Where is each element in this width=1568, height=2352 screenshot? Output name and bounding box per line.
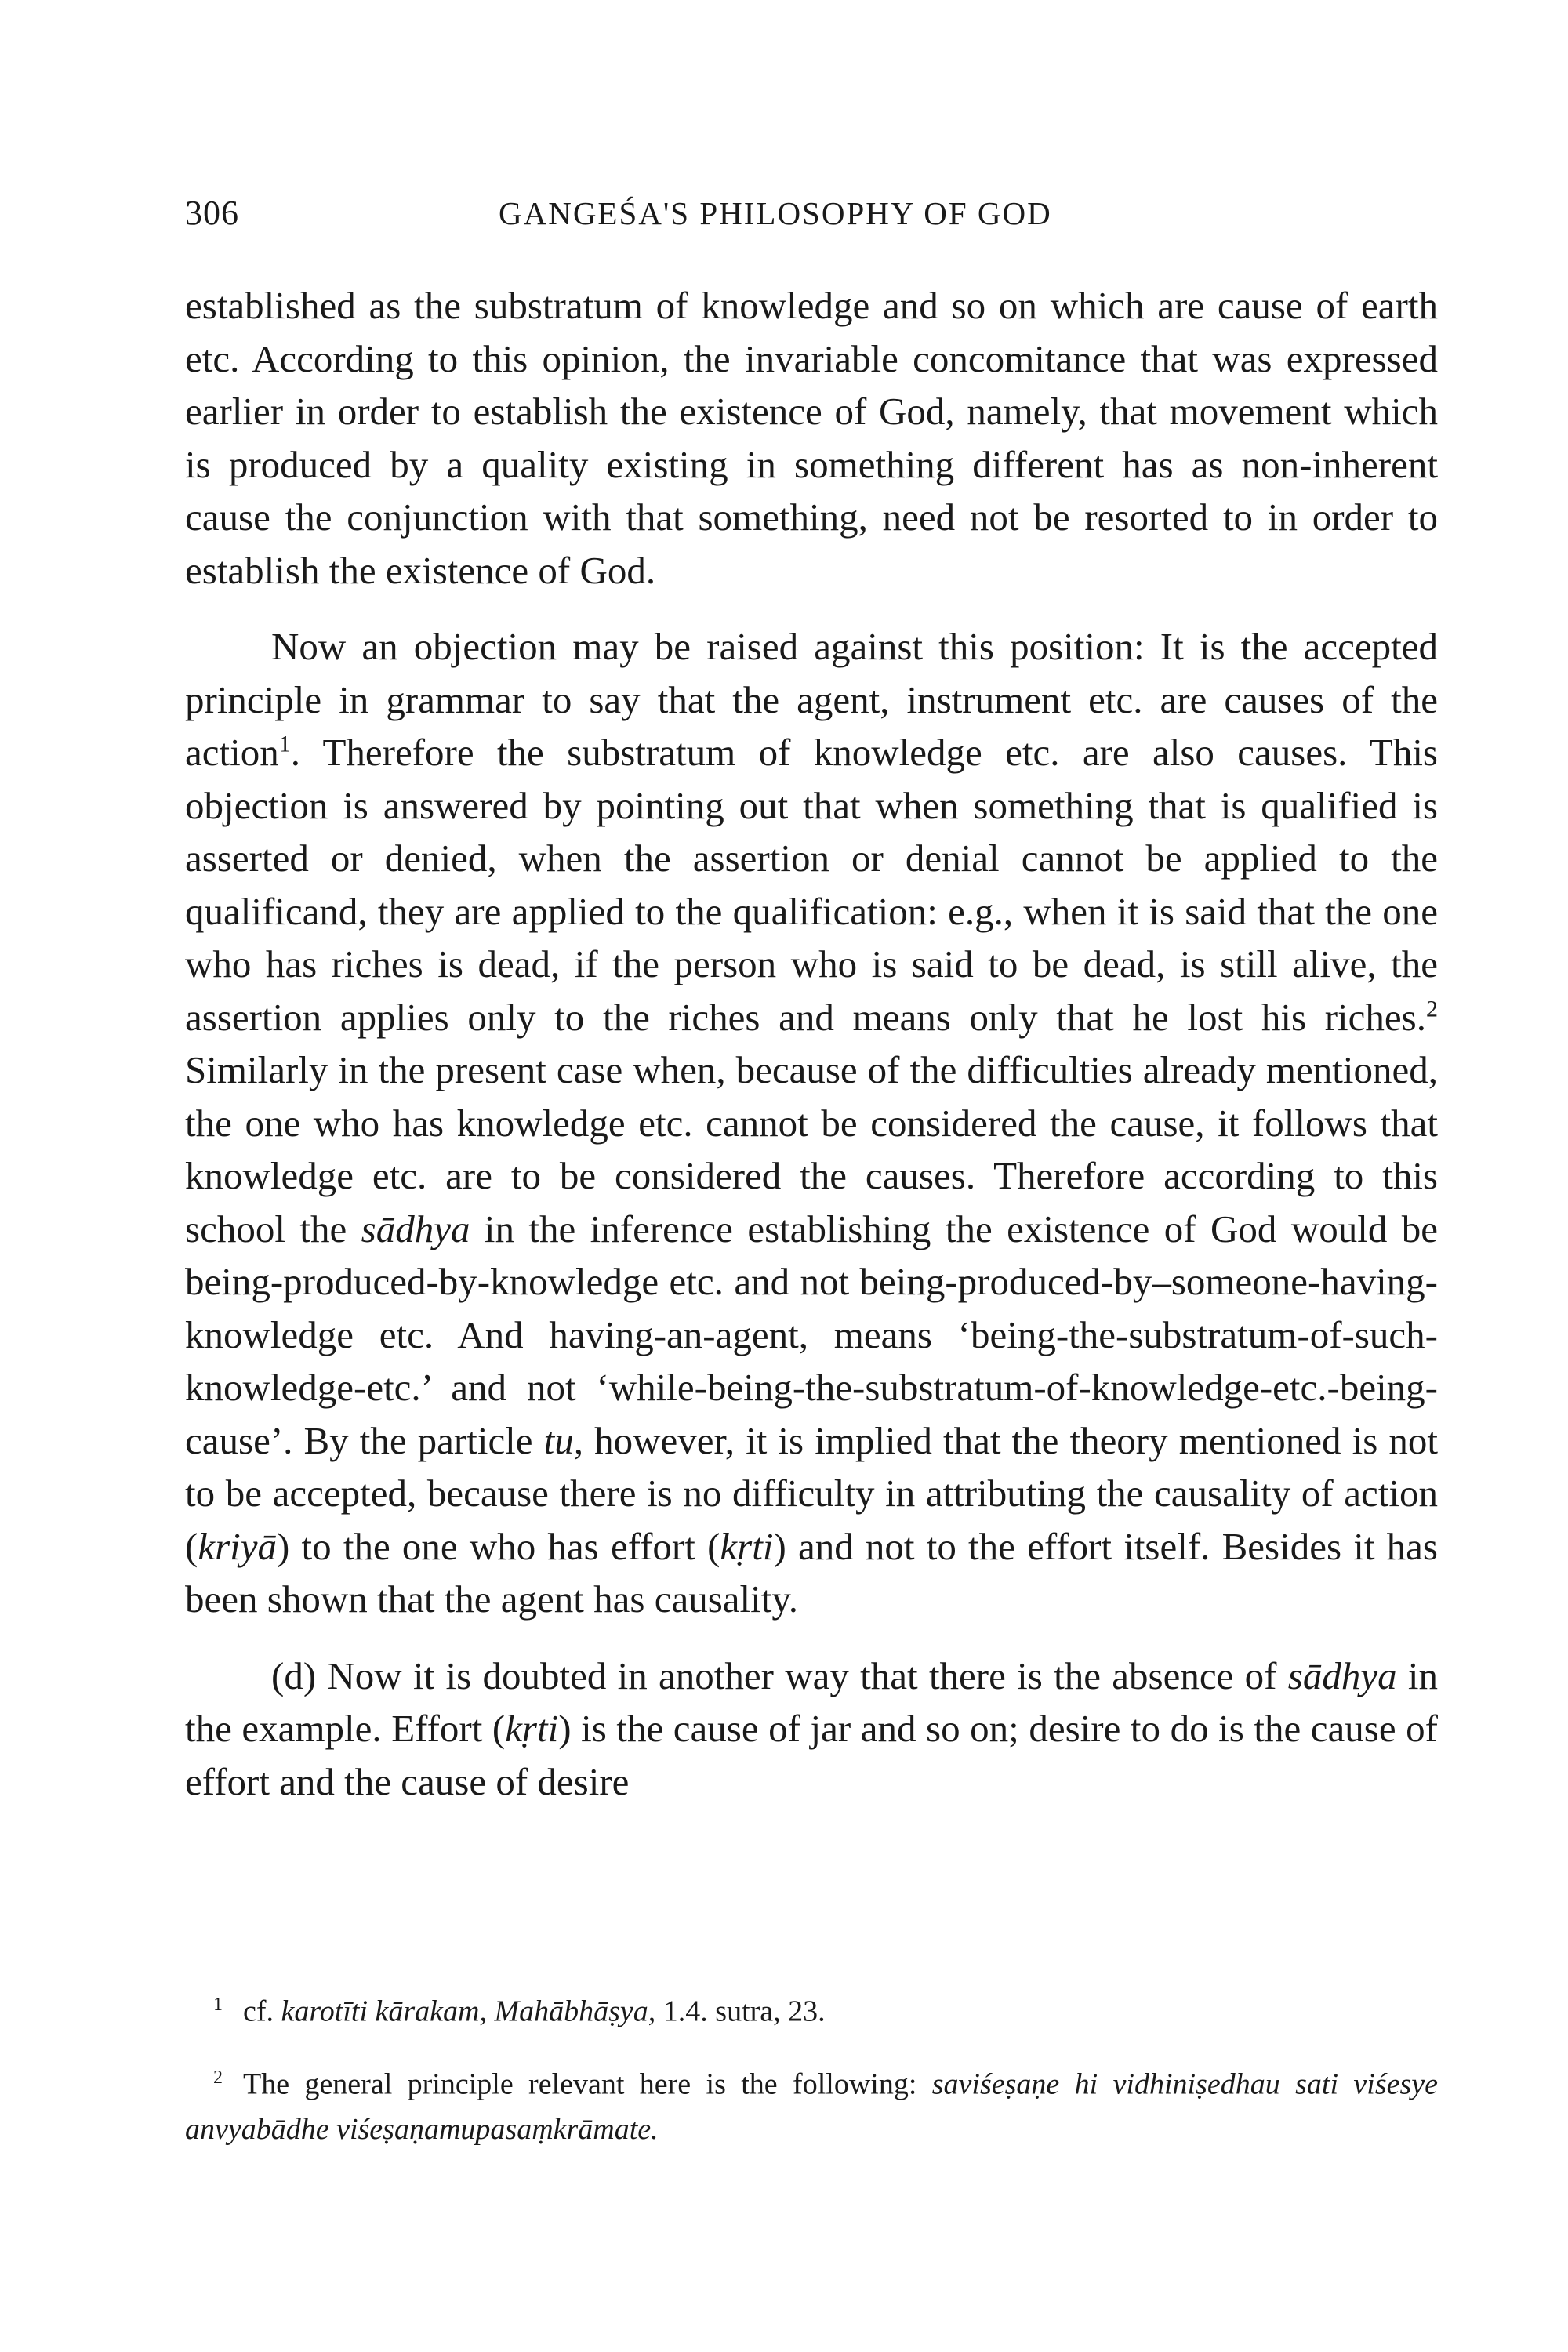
paragraph-2-text-a: Now an objection may be raised against this position: It is the accepted principle in grammar to say that the agent, instrument etc. are causes of the action (185, 625, 1438, 774)
paragraph-2 (185, 620, 1438, 1626)
paragraph-3-text-c: ) is the cause of jar and so on; desire to do is the cause of effort and the cause of desire (185, 1707, 1438, 1803)
footnote-2-pre: The general principle relevant here is the following: (243, 2067, 932, 2101)
footnote-ref-2: 2 (1426, 996, 1438, 1022)
term-krti: kṛti (505, 1707, 559, 1750)
paragraph-2-text-d: in the inference establishing the existence of God would be being-produced-by-knowledge etc. and not being-produced-by–someone-having-knowledge etc. And having-an-agent, means ‘being-the-substratum-of-such-knowledge-etc.’ and not ‘while-being-the-substratum-of-knowledge-etc.-being-cause’. By the particle (185, 1207, 1438, 1462)
footnote-1-post: 1.4. sutra, 23. (655, 1994, 826, 2028)
page-number: 306 (185, 194, 239, 232)
running-title: GANGEŚA'S PHILOSOPHY OF GOD (499, 195, 1052, 231)
term-kriya: kriyā (198, 1524, 278, 1568)
footnote-1-mark: 1 (213, 1994, 223, 2015)
footnote-1-pre: cf. (243, 1994, 281, 2028)
paragraph-3-text-a: (d) Now it is doubted in another way that there is the absence of (271, 1653, 1288, 1697)
footnote-2 (185, 2055, 1438, 2153)
term-sadhya: sādhya (361, 1207, 470, 1250)
term-tu: tu, (543, 1418, 583, 1462)
footnote-ref-1: 1 (278, 731, 291, 757)
term-krti: kṛti (720, 1524, 774, 1568)
footnote-2-mark: 2 (213, 2067, 223, 2088)
page-header (185, 193, 1439, 240)
paragraph-2-text-g: ) and not to the effort itself. Besides it has been shown that the agent has causality. (185, 1524, 1438, 1621)
paragraph-3-text-b: in the example. Effort ( (185, 1653, 1438, 1750)
footnote-1 (185, 1982, 1438, 2034)
term-sadhya: sādhya (1287, 1653, 1397, 1697)
paragraph-2-text-b: . Therefore the substratum of knowledge etc. are also causes. This objection is answered by pointing out that when something that is qualified is asserted or denied, when the assertion or denial cannot be applied to the qualificand, they are applied to the qualification: e.g., when it is said that the one who has riches is dead, if the person who is said to be dead, is still alive, the assertion applies only to the riches and means only that he lost his riches. (185, 731, 1438, 1039)
body-text (185, 279, 1438, 1808)
paragraph-2-text-f: ) to the one who has effort ( (277, 1524, 720, 1568)
footnote-1-italic: karotīti kārakam, Mahābhāṣya, (281, 1994, 656, 2028)
footnote-2-italic: saviśeṣaṇe hi vidhiniṣedhau sati viśesye anvyabādhe viśeṣaṇamupasaṃkrāmate. (185, 2067, 1438, 2147)
paragraph-3 (185, 1650, 1438, 1809)
footnotes (185, 1982, 1438, 2172)
paragraph-1: established as the substratum of knowledge and so on which are cause of earth etc. According to this opinion, the invariable concomitance that was expressed earlier in order to establish the existence of God, namely, that movement which is produced by a quality existing in something different has as non-inherent cause the conjunction with that something, need not be resorted to in order to establish the existence of God. (185, 284, 1438, 592)
paragraph-2-text-c: Similarly in the present case when, because of the difficulties already mentioned, the one who has knowledge etc. cannot be considered the cause, it follows that knowledge etc. are to be considered the causes. Therefore according to this school the (185, 1048, 1438, 1250)
paragraph-2-text-e: however, it is implied that the theory mentioned is not to be accepted, because there is no difficulty in attributing the causality of action ( (185, 1418, 1438, 1568)
